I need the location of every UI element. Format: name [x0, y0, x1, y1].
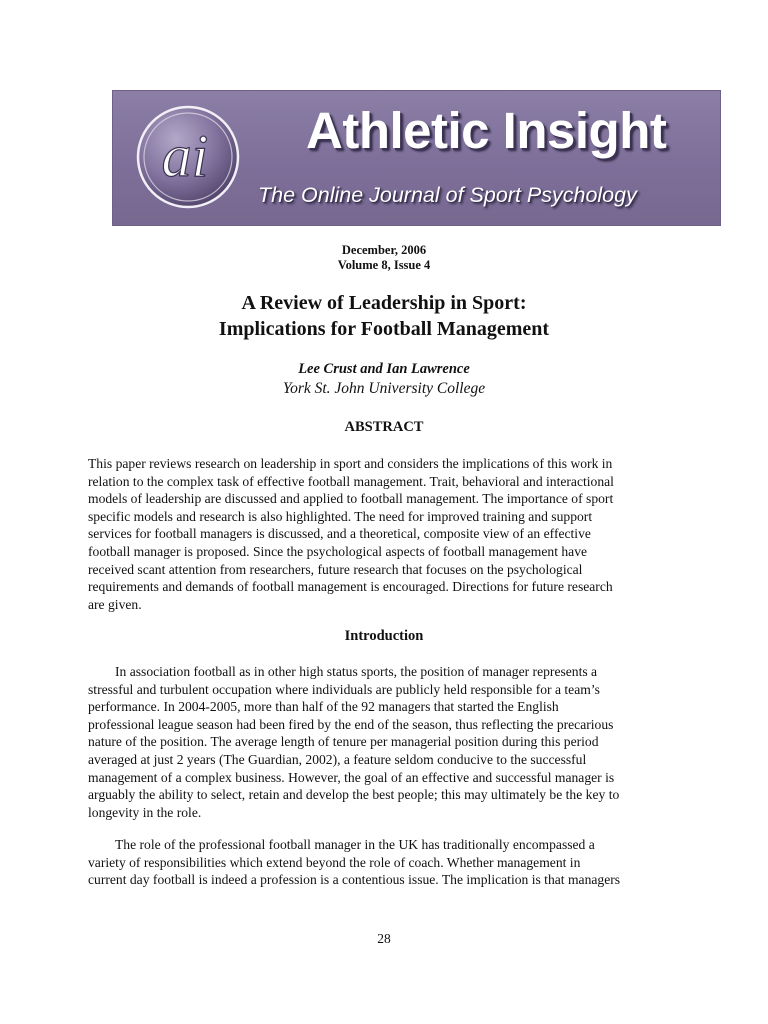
text-line: specific models and research is also highlighted. The need for improved training and support [88, 508, 593, 524]
article-title-line: Implications for Football Management [218, 318, 550, 340]
text-line: are given. [88, 596, 142, 612]
text-line: management of a complex business. However, the goal of an effective and successful manager is [88, 769, 615, 785]
text-line: The role of the professional football manager in the UK has traditionally encompassed a [115, 837, 595, 852]
article-affiliation: York St. John University College [282, 380, 486, 397]
introduction-heading: Introduction [344, 628, 424, 644]
introduction-paragraph-2 [88, 836, 688, 889]
text-line: models of leadership are discussed and applied to football management. The importance of sport [88, 491, 614, 507]
text-line: current day football is indeed a profession is a contentious issue. The implication is that managers [88, 872, 621, 888]
page-number: 28 [377, 931, 391, 946]
text-line: services for football managers is discussed, and a theoretical, composite view of an effective [88, 526, 591, 542]
text-line: performance. In 2004-2005, more than half of the 92 managers that started the English [88, 699, 559, 715]
text-line: longevity in the role. [88, 804, 202, 820]
article-authors: Lee Crust and Ian Lawrence [298, 361, 470, 377]
introduction-paragraph-1 [88, 663, 688, 821]
abstract-paragraph [88, 455, 688, 613]
article-title-line: A Review of Leadership in Sport: [241, 292, 527, 314]
article-title [0, 290, 768, 342]
text-line: nature of the position. The average length of tenure per managerial position during this period [88, 734, 599, 750]
text-line: arguably the ability to select, retain and develop the best people; this may ultimately be the key to [88, 787, 620, 803]
logo-text: ai [161, 123, 209, 189]
text-line: received scant attention from researchers, future research that focuses on the psychological [88, 561, 583, 577]
issue-date: December, 2006 [341, 243, 427, 257]
text-line: In association football as in other high status sports, the position of manager represents a [115, 664, 598, 679]
issue-volume: Volume 8, Issue 4 [337, 258, 431, 272]
text-line: stressful and turbulent occupation where individuals are publicly held responsible for a team’s [88, 681, 600, 697]
text-line: This paper reviews research on leadership in sport and considers the implications of this work in [88, 456, 613, 471]
text-line: requirements and demands of football management is encouraged. Directions for future research [88, 579, 613, 595]
journal-subtitle: The Online Journal of Sport Psychology [258, 183, 637, 207]
text-line: football manager is proposed. Since the psychological aspects of football management have [88, 543, 588, 559]
text-line: relation to the complex task of effective football management. Trait, behavioral and interactional [88, 473, 614, 489]
journal-title: Athletic Insight [306, 102, 667, 159]
abstract-heading: ABSTRACT [344, 419, 424, 435]
journal-logo [135, 104, 241, 210]
text-line: variety of responsibilities which extend beyond the role of coach. Whether management in [88, 854, 581, 870]
text-line: averaged at just 2 years (The Guardian, 2002), a feature seldom conducive to the successful [88, 751, 587, 767]
text-line: professional league season had been fired by the end of the season, thus reflecting the precarious [88, 716, 614, 732]
